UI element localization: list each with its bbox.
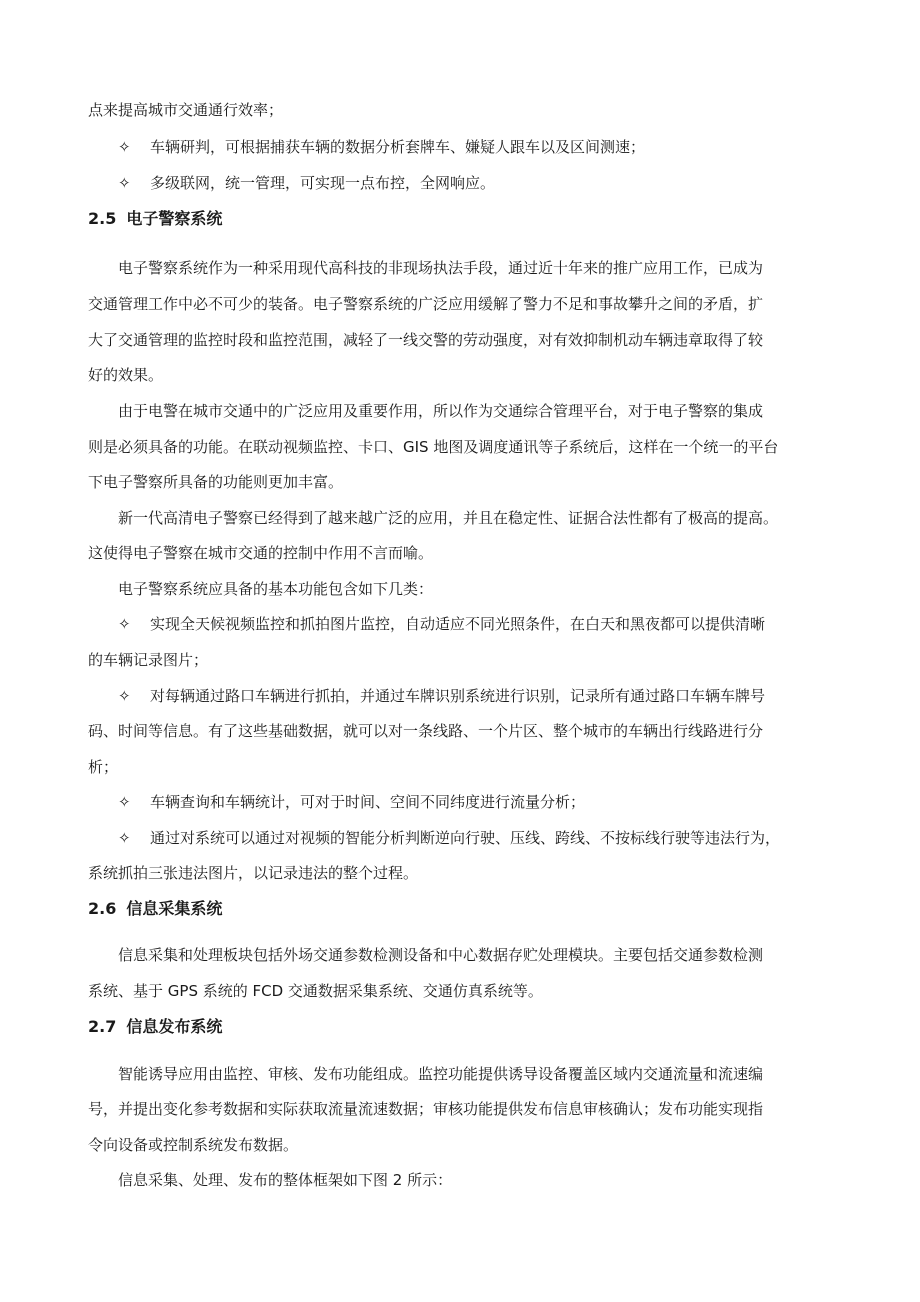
paragraph-line: 析； [88, 758, 119, 776]
paragraph-line: 新一代高清电子警察已经得到了越来越广泛的应用，并且在稳定性、证据合法性都有了极高的提高。 [118, 509, 779, 527]
bullet-item [118, 614, 765, 634]
paragraph-line: 电子警察系统作为一种采用现代高科技的非现场执法手段，通过近十年来的推广应用工作，已成为 [118, 259, 764, 277]
paragraph-line: 智能诱导应用由监控、审核、发布功能组成。监控功能提供诱导设备覆盖区域内交通流量和流速编 [118, 1065, 764, 1083]
section-number: 2.6 [88, 899, 117, 918]
bullet-text: 对每辆通过路口车辆进行抓拍，并通过车牌识别系统进行识别，记录所有通过路口车辆车牌号 [150, 687, 766, 705]
bullet-item [118, 173, 495, 193]
diamond-bullet-icon: ✧ [118, 793, 131, 811]
section-number: 2.5 [88, 209, 117, 228]
bullet-item [118, 828, 780, 848]
diamond-bullet-icon: ✧ [118, 138, 131, 156]
paragraph-line: 系统、基于 GPS 系统的 FCD 交通数据采集系统、交通仿真系统等。 [88, 982, 543, 1000]
paragraph-line: 电子警察系统应具备的基本功能包含如下几类： [118, 580, 434, 598]
bullet-text: 多级联网，统一管理，可实现一点布控，全网响应。 [150, 174, 496, 192]
bullet-item [118, 137, 645, 157]
paragraph-line: 号，并提出变化参考数据和实际获取流量流速数据；审核功能提供发布信息审核确认；发布功能实现指 [88, 1100, 764, 1118]
section-heading-2-6 [88, 898, 222, 920]
paragraph-line: 令向设备或控制系统发布数据。 [88, 1136, 299, 1154]
diamond-bullet-icon: ✧ [118, 615, 131, 633]
diamond-bullet-icon: ✧ [118, 174, 131, 192]
paragraph-line: 点来提高城市交通通行效率； [88, 101, 284, 119]
section-number: 2.7 [88, 1017, 117, 1036]
paragraph-line: 由于电警在城市交通中的广泛应用及重要作用，所以作为交通综合管理平台，对于电子警察的集成 [118, 402, 764, 420]
paragraph-line: 信息采集和处理板块包括外场交通参数检测设备和中心数据存贮处理模块。主要包括交通参数检测 [118, 946, 764, 964]
paragraph-line: 这使得电子警察在城市交通的控制中作用不言而喻。 [88, 544, 434, 562]
paragraph-line: 码、时间等信息。有了这些基础数据，就可以对一条线路、一个片区、整个城市的车辆出行线路进行分 [88, 722, 764, 740]
paragraph-line: 下电子警察所具备的功能则更加丰富。 [88, 473, 344, 491]
bullet-item [118, 792, 585, 812]
bullet-text: 车辆查询和车辆统计，可对于时间、空间不同纬度进行流量分析； [150, 793, 586, 811]
paragraph-line: 则是必须具备的功能。在联动视频监控、卡口、GIS 地图及调度通讯等子系统后，这样在一个统一的平台 [88, 438, 779, 456]
paragraph-line: 大了交通管理的监控时段和监控范围，减轻了一线交警的劳动强度，对有效抑制机动车辆违章取得了较 [88, 331, 764, 349]
bullet-item [118, 686, 765, 706]
section-heading-2-7 [88, 1016, 222, 1038]
bullet-text: 实现全天候视频监控和抓拍图片监控，自动适应不同光照条件，在白天和黑夜都可以提供清晰 [150, 615, 766, 633]
paragraph-line: 信息采集、处理、发布的整体框架如下图 2 所示： [118, 1171, 453, 1189]
section-title: 信息发布系统 [126, 1017, 223, 1036]
diamond-bullet-icon: ✧ [118, 829, 131, 847]
paragraph-line: 系统抓拍三张违法图片，以记录违法的整个过程。 [88, 864, 419, 882]
paragraph-line: 好的效果。 [88, 366, 164, 384]
bullet-text: 车辆研判，可根据捕获车辆的数据分析套牌车、嫌疑人跟车以及区间测速； [150, 138, 646, 156]
bullet-text: 通过对系统可以通过对视频的智能分析判断逆向行驶、压线、跨线、不按标线行驶等违法行为， [150, 829, 781, 847]
section-title: 电子警察系统 [126, 209, 223, 228]
paragraph-line: 交通管理工作中必不可少的装备。电子警察系统的广泛应用缓解了警力不足和事故攀升之间的矛盾，扩 [88, 295, 764, 313]
section-heading-2-5 [88, 208, 222, 230]
paragraph-line: 的车辆记录图片； [88, 651, 209, 669]
section-title: 信息采集系统 [126, 899, 223, 918]
diamond-bullet-icon: ✧ [118, 687, 131, 705]
